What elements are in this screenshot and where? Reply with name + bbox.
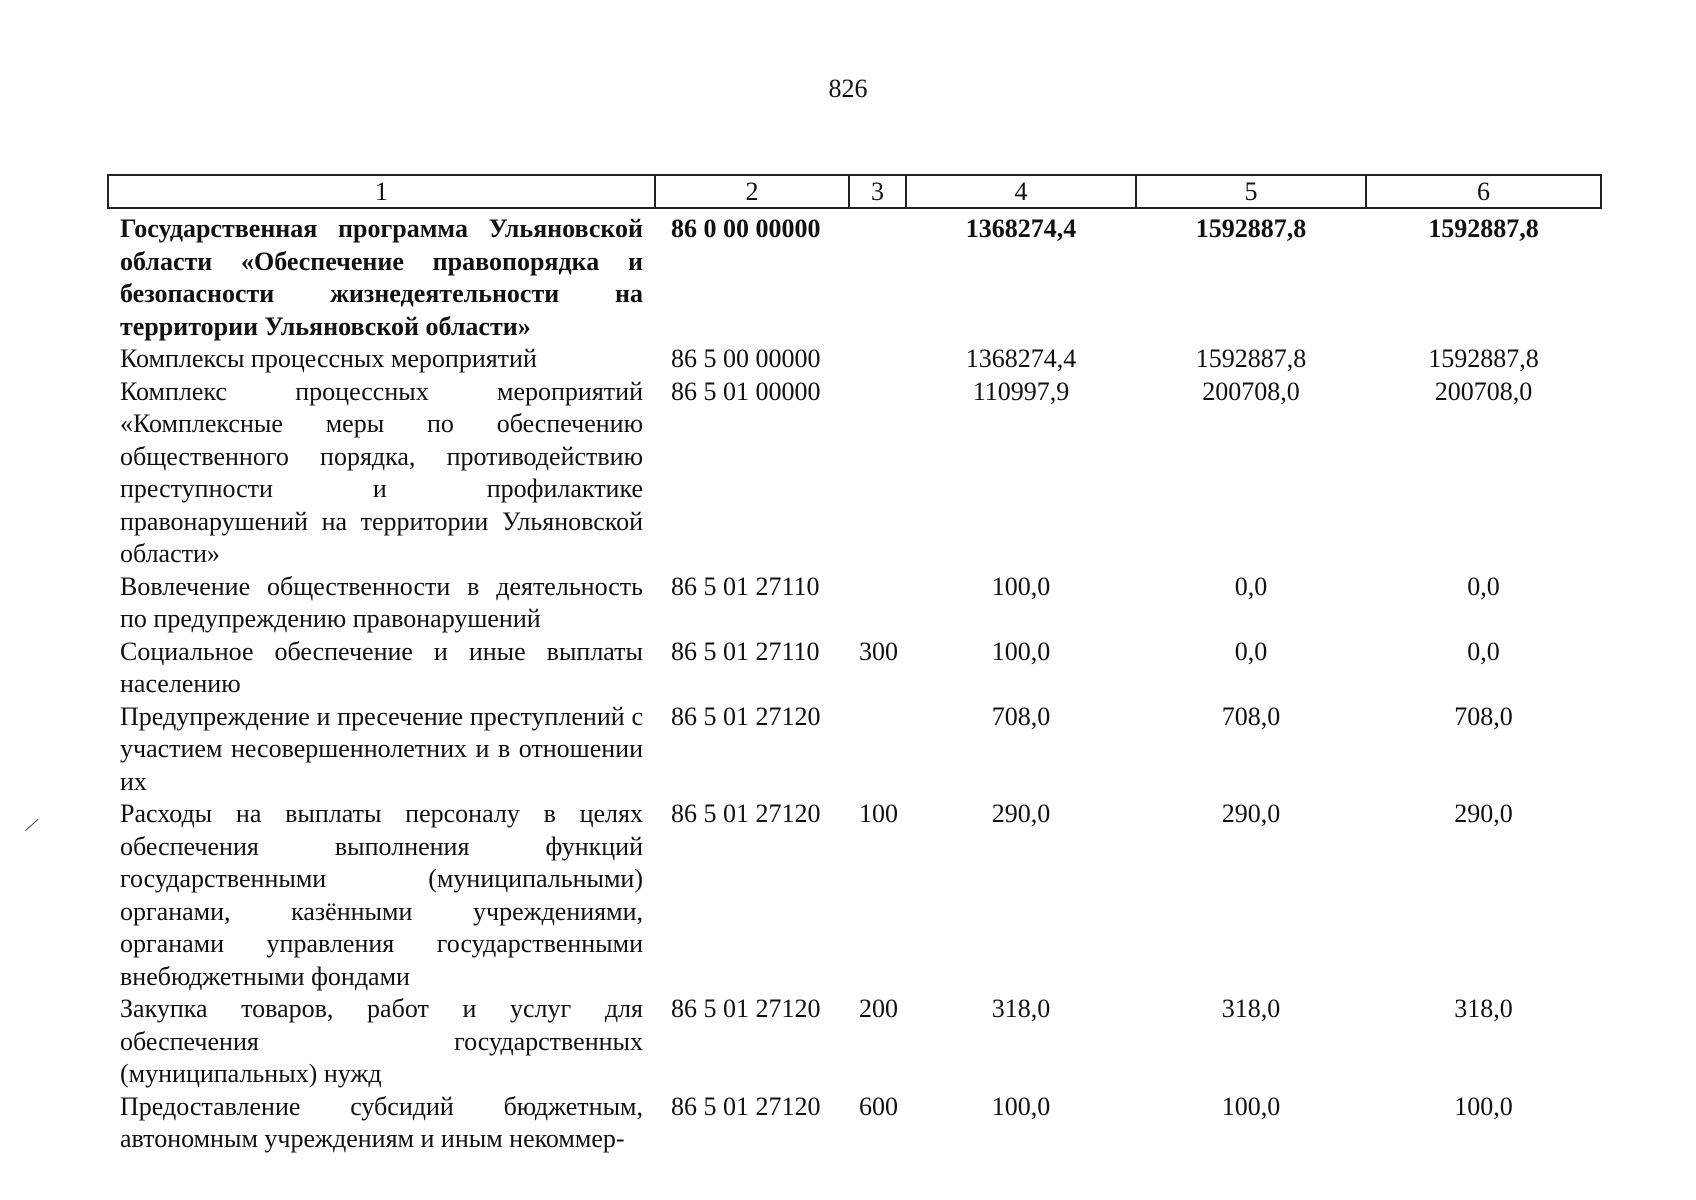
- row-value-col6: 708,0: [1454, 701, 1513, 731]
- row-code: 86 5 01 00000: [671, 376, 821, 406]
- row-value-col5: 100,0: [1221, 1091, 1281, 1121]
- budget-table: [107, 174, 1602, 1156]
- row-code: 86 5 01 27110: [671, 571, 820, 601]
- column-header-name: 1: [108, 175, 655, 208]
- row-name: Социальное обеспечение и иные выплаты населению: [120, 636, 643, 698]
- row-expense-type: [849, 208, 906, 343]
- row-expense-type: [849, 343, 906, 376]
- row-value-col4: 100,0: [991, 571, 1051, 601]
- row-name: Расходы на выплаты персоналу в целях обеспечения выполнения функций государственными (муниципальными) органами, казёнными учреждениями, органами управления государственными внебюджетными фондами: [120, 799, 643, 991]
- table-row: [108, 701, 1601, 799]
- row-value-col4: 1368274,4: [965, 214, 1077, 243]
- column-header-year3: 6: [1366, 175, 1601, 208]
- table-row: [108, 1091, 1601, 1156]
- row-name: Комплекс процессных мероприятий «Комплексные меры по обеспечению общественного порядка, противодействию преступности и профилактике правонарушений на территории Ульяновской области»: [120, 376, 643, 568]
- table-row: [108, 636, 1601, 701]
- row-name: Государственная программа Ульяновской области «Обеспечение правопорядка и безопасности жизнедеятельности на территории Ульяновской области»: [120, 214, 643, 341]
- row-value-col6: 200708,0: [1434, 376, 1533, 406]
- row-value-col6: 290,0: [1454, 799, 1513, 828]
- row-name: Предоставление субсидий бюджетным, автономным учреждениям и иным некоммер-: [120, 1091, 643, 1153]
- row-name: Комплексы процессных мероприятий: [120, 344, 537, 373]
- row-value-col4: 100,0: [991, 1091, 1051, 1121]
- row-value-col4: 290,0: [991, 799, 1051, 828]
- row-name: Предупреждение и пресечение преступлений с участием несовершеннолетних и в отношении их: [120, 701, 643, 796]
- row-value-col6: 0,0: [1467, 571, 1500, 601]
- row-name: Закупка товаров, работ и услуг для обеспечения государственных (муниципальных) нужд: [120, 994, 643, 1088]
- row-code: 86 5 01 27120: [671, 994, 821, 1023]
- table-row: [108, 571, 1601, 636]
- row-value-col5: 200708,0: [1202, 376, 1300, 406]
- row-expense-type: [849, 701, 906, 799]
- row-value-col5: 1592887,8: [1195, 344, 1307, 373]
- row-value-col4: 708,0: [991, 701, 1051, 731]
- row-expense-type: 100: [859, 799, 898, 828]
- row-value-col5: 318,0: [1221, 994, 1281, 1023]
- table-row: [108, 798, 1601, 993]
- column-header-year1: 4: [906, 175, 1136, 208]
- row-value-col5: 708,0: [1221, 701, 1281, 731]
- row-expense-type: [849, 376, 906, 571]
- row-value-col5: 0,0: [1234, 636, 1268, 666]
- row-code: 86 5 01 27120: [671, 701, 821, 731]
- row-code: 86 0 00 00000: [671, 214, 821, 243]
- page-number: 826: [828, 74, 868, 103]
- row-expense-type: 300: [859, 636, 898, 666]
- row-value-col4: 318,0: [991, 994, 1051, 1023]
- margin-pen-mark: ⁄: [27, 811, 37, 838]
- row-value-col4: 1368274,4: [965, 344, 1077, 373]
- row-expense-type: 600: [859, 1091, 898, 1121]
- budget-table-container: [107, 174, 1600, 1156]
- column-header-vr: 3: [849, 175, 906, 208]
- row-value-col6: 1592887,8: [1428, 344, 1539, 373]
- table-body: [108, 208, 1601, 1156]
- row-value-col4: 100,0: [991, 636, 1051, 666]
- row-code: 86 5 00 00000: [671, 344, 821, 373]
- table-row: [108, 343, 1601, 376]
- column-header-code: 2: [655, 175, 849, 208]
- row-value-col6: 100,0: [1454, 1091, 1513, 1121]
- row-value-col5: 0,0: [1234, 571, 1268, 601]
- header-row: [108, 175, 1601, 208]
- row-code: 86 5 01 27120: [671, 1091, 821, 1121]
- table-row: [108, 993, 1601, 1091]
- table-header: [108, 175, 1601, 208]
- row-value-col6: 318,0: [1454, 994, 1513, 1023]
- row-expense-type: [849, 571, 906, 636]
- table-row: [108, 376, 1601, 571]
- row-name: Вовлечение общественности в деятельность по предупреждению правонарушений: [120, 571, 643, 633]
- row-expense-type: 200: [859, 994, 898, 1023]
- row-value-col4: 110997,9: [972, 376, 1070, 406]
- row-code: 86 5 01 27110: [671, 636, 820, 666]
- row-value-col5: 1592887,8: [1195, 214, 1307, 243]
- row-value-col6: 0,0: [1467, 636, 1500, 666]
- column-header-year2: 5: [1136, 175, 1366, 208]
- row-value-col5: 290,0: [1221, 799, 1281, 828]
- row-value-col6: 1592887,8: [1428, 214, 1539, 243]
- row-code: 86 5 01 27120: [671, 799, 821, 828]
- table-row: [108, 208, 1601, 343]
